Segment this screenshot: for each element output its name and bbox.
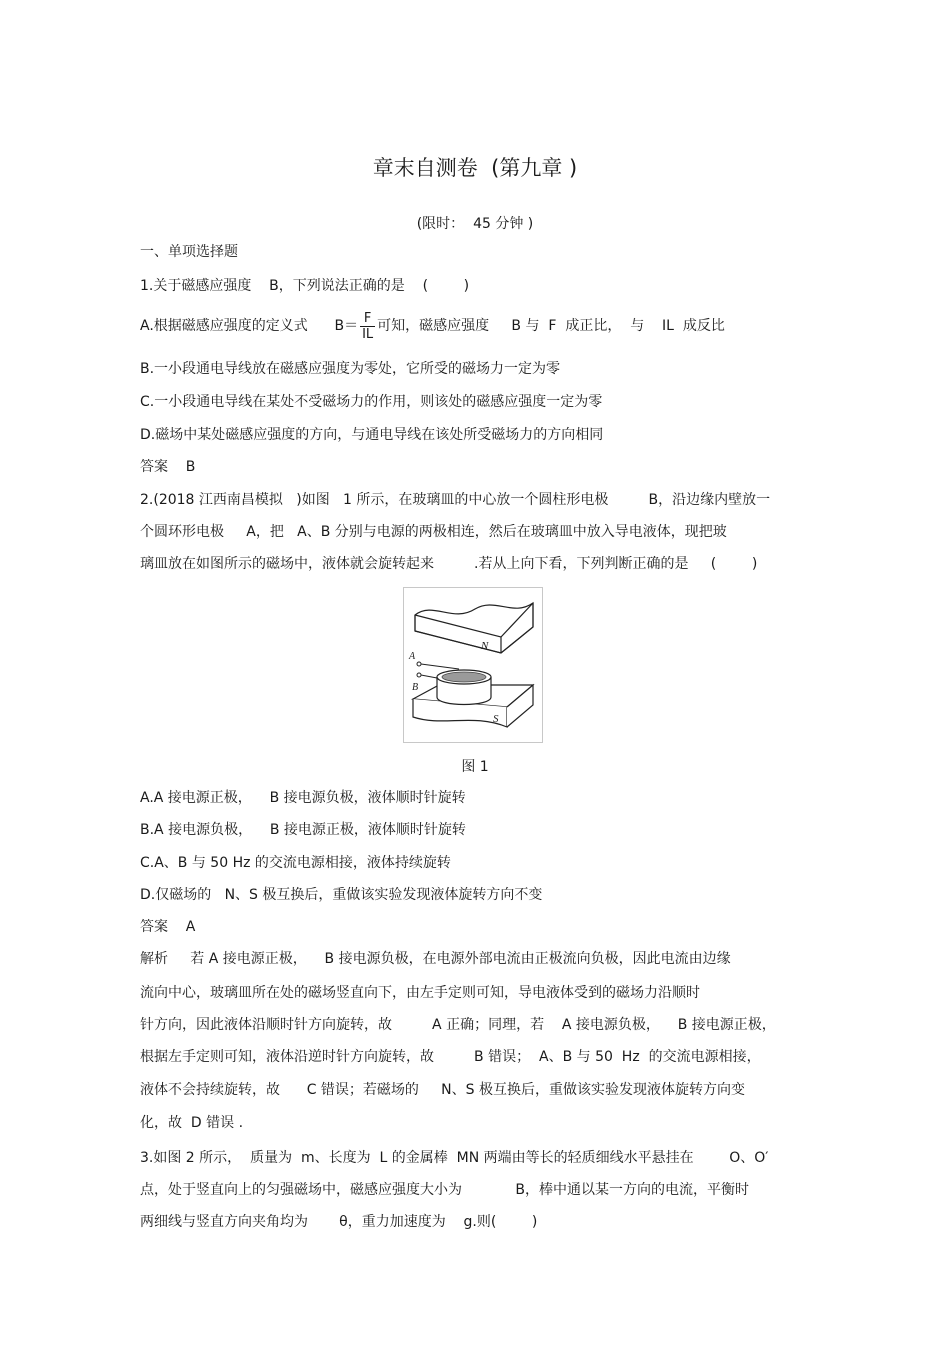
magnet-dish-figure: [403, 587, 543, 743]
label-a: A: [409, 651, 416, 662]
q2-stem-line-3: 璃皿放在如图所示的磁场中，液体就会旋转起来 .若从上向下看，下列判断正确的是 ( ): [140, 556, 758, 572]
label-s: S: [493, 713, 499, 725]
figure-caption: 图 1: [461, 759, 489, 775]
q2-stem-line-1: 2.(2018 江西南昌模拟 )如图 1 所示，在玻璃皿的中心放一个圆柱形电极 B，沿边缘内壁放一: [140, 492, 771, 508]
q1-answer: 答案 B: [140, 459, 196, 475]
q1-option-a-pre: A.根据磁感应强度的定义式 B＝: [140, 318, 359, 334]
section-heading: 一、单项选择题: [140, 244, 238, 260]
label-n: N: [481, 640, 489, 652]
page-title: 章末自测卷 (第九章 ): [372, 156, 578, 180]
analysis-line: 针方向，因此液体沿顺时针方向旋转，故 A 正确；同理，若 A 接电源负极， B 接电源正极，: [140, 1017, 776, 1033]
q2-option-b: B.A 接电源负极， B 接电源正极，液体顺时针旋转: [140, 822, 466, 838]
fraction-f-over-il: [360, 311, 375, 342]
label-b: B: [412, 682, 419, 693]
q2-stem-line-2: 个圆环形电极 A，把 A、B 分别与电源的两极相连，然后在玻璃皿中放入导电液体，现把玻: [140, 524, 727, 540]
analysis-line: 液体不会持续旋转，故 C 错误；若磁场的 N、S 极互换后，重做该实验发现液体旋转方向变: [140, 1082, 745, 1098]
analysis-line: 根据左手定则可知，液体沿逆时针方向旋转，故 B 错误； A、B 与 50 Hz 的交流电源相接，: [140, 1049, 761, 1065]
q1-option-a: [140, 309, 725, 343]
q2-answer: 答案 A: [140, 919, 196, 935]
q1-option-b: B.一小段通电导线放在磁感应强度为零处，它所受的磁场力一定为零: [140, 361, 561, 377]
q3-stem-line-2: 点，处于竖直向上的匀强磁场中，磁感应强度大小为 B，棒中通以某一方向的电流，平衡时: [140, 1182, 750, 1198]
analysis-line: 解析 若 A 接电源正极， B 接电源负极，在电源外部电流由正极流向负极，因此电流由边缘: [140, 951, 731, 967]
q1-stem: 1.关于磁感应强度 B，下列说法正确的是 ( ): [140, 278, 470, 294]
q1-option-a-post: 可知，磁感应强度 B 与 F 成正比， 与 IL 成反比: [377, 318, 725, 334]
q3-stem-line-1: 3.如图 2 所示， 质量为 m、长度为 L 的金属棒 MN 两端由等长的轻质细线水平悬挂在 O、O′: [140, 1150, 769, 1166]
q2-option-c: C.A、B 与 50 Hz 的交流电源相接，液体持续旋转: [140, 855, 451, 871]
analysis-line: 化，故 D 错误 .: [140, 1115, 244, 1131]
fraction-denominator: IL: [362, 326, 374, 342]
q2-option-d: D.仅磁场的 N、S 极互换后，重做该实验发现液体旋转方向不变: [140, 887, 543, 903]
q1-option-c: C.一小段通电导线在某处不受磁场力的作用，则该处的磁感应强度一定为零: [140, 394, 603, 410]
time-limit: (限时： 45 分钟 ): [416, 216, 534, 232]
q1-option-d: D.磁场中某处磁感应强度的方向，与通电导线在该处所受磁场力的方向相同: [140, 427, 604, 443]
q2-option-a: A.A 接电源正极， B 接电源负极，液体顺时针旋转: [140, 790, 466, 806]
analysis-line: 流向中心，玻璃皿所在处的磁场竖直向下，由左手定则可知，导电液体受到的磁场力沿顺时: [140, 985, 700, 1001]
fraction-numerator: F: [360, 311, 375, 327]
q3-stem-line-3: 两细线与竖直方向夹角均为 θ，重力加速度为 g.则( ): [140, 1214, 538, 1230]
